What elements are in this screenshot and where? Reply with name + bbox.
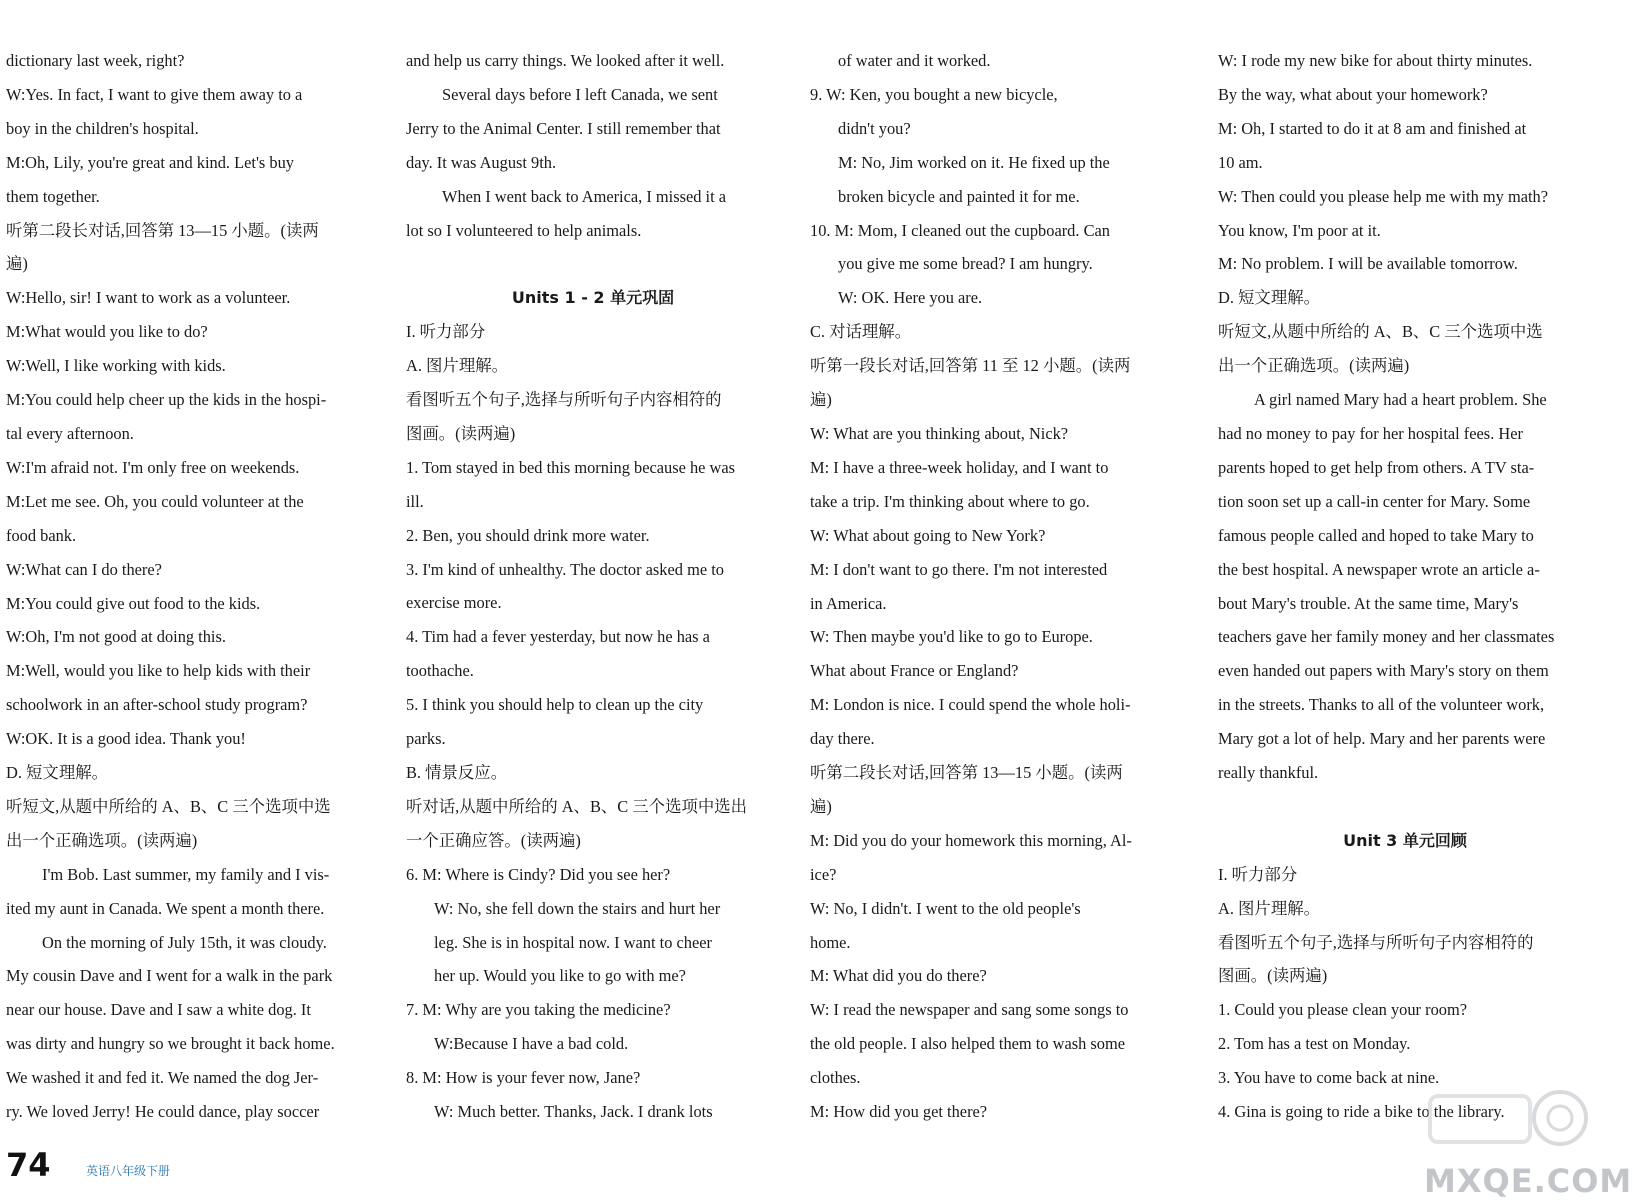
text-line: toothache. bbox=[406, 661, 474, 681]
text-line: W:OK. It is a good idea. Thank you! bbox=[6, 729, 246, 749]
text-line: By the way, what about your homework? bbox=[1218, 84, 1488, 104]
text-line: in America. bbox=[810, 593, 887, 613]
section-heading: D. 短文理解。 bbox=[1218, 288, 1320, 308]
text-line: boy in the children's hospital. bbox=[6, 118, 199, 138]
text-line: 2. Ben, you should drink more water. bbox=[406, 525, 650, 545]
text-line: W:I'm afraid not. I'm only free on weekends. bbox=[6, 457, 300, 477]
text-line: 10 am. bbox=[1218, 152, 1263, 172]
spacer bbox=[1218, 790, 1592, 824]
text-line: W:Oh, I'm not good at doing this. bbox=[6, 627, 226, 647]
text-line: M: How did you get there? bbox=[810, 1102, 988, 1122]
instruction-line: 出一个正确选项。(读两遍) bbox=[1218, 356, 1410, 376]
text-line: M: No, Jim worked on it. He fixed up the bbox=[838, 152, 1110, 172]
text-line: 10. M: Mom, I cleaned out the cupboard. Can bbox=[810, 220, 1110, 240]
unit-heading: Unit 3 单元回顾 bbox=[1343, 830, 1467, 850]
text-line: We washed it and fed it. We named the dog Jer- bbox=[6, 1068, 319, 1088]
text-line: leg. She is in hospital now. I want to cheer bbox=[434, 932, 712, 952]
text-line: My cousin Dave and I went for a walk in the park bbox=[6, 966, 333, 986]
text-line: the best hospital. A newspaper wrote an article a- bbox=[1218, 559, 1540, 579]
section-heading: D. 短文理解。 bbox=[6, 763, 108, 783]
text-line: M:You could give out food to the kids. bbox=[6, 593, 261, 613]
text-line: was dirty and hungry so we brought it back home. bbox=[6, 1034, 335, 1054]
text-line: W: What about going to New York? bbox=[810, 525, 1046, 545]
text-line: When I went back to America, I missed it a bbox=[442, 186, 727, 206]
text-line: ited my aunt in Canada. We spent a month there. bbox=[6, 898, 325, 918]
text-line: 1. Could you please clean your room? bbox=[1218, 1000, 1467, 1020]
text-line: M:You could help cheer up the kids in the hospi- bbox=[6, 390, 327, 410]
text-line: tal every afternoon. bbox=[6, 423, 134, 443]
instruction-line: 图画。(读两遍) bbox=[1218, 966, 1328, 986]
text-line: exercise more. bbox=[406, 593, 502, 613]
section-heading: I. 听力部分 bbox=[1218, 864, 1298, 884]
text-line: dictionary last week, right? bbox=[6, 51, 185, 70]
text-line: W:What can I do there? bbox=[6, 559, 162, 579]
text-line: 3. I'm kind of unhealthy. The doctor asked me to bbox=[406, 559, 724, 579]
text-line: M: I don't want to go there. I'm not interested bbox=[810, 559, 1108, 579]
text-line: W:Because I have a bad cold. bbox=[434, 1034, 629, 1054]
text-line: 6. M: Where is Cindy? Did you see her? bbox=[406, 864, 671, 884]
text-line: even handed out papers with Mary's story on them bbox=[1218, 661, 1549, 681]
text-line: M: Oh, I started to do it at 8 am and finished at bbox=[1218, 118, 1527, 138]
section-heading: B. 情景反应。 bbox=[406, 763, 508, 783]
text-line: 遍) bbox=[6, 254, 28, 274]
text-line: 9. W: Ken, you bought a new bicycle, bbox=[810, 84, 1058, 104]
text-line: 4. Gina is going to ride a bike to the library. bbox=[1218, 1102, 1505, 1122]
instruction-line: 看图听五个句子,选择与所听句子内容相符的 bbox=[1218, 932, 1534, 952]
text-line: W: No, she fell down the stairs and hurt her bbox=[434, 898, 721, 918]
text-line: W:Yes. In fact, I want to give them away to a bbox=[6, 84, 303, 104]
text-line: W: Much better. Thanks, Jack. I drank lots bbox=[434, 1102, 713, 1122]
instruction-line: 图画。(读两遍) bbox=[406, 423, 516, 443]
text-line: clothes. bbox=[810, 1068, 861, 1088]
text-line: them together. bbox=[6, 186, 100, 206]
text-line: and help us carry things. We looked after it well. bbox=[406, 51, 725, 70]
text-line: On the morning of July 15th, it was cloudy. bbox=[42, 932, 327, 952]
text-line: W: I rode my new bike for about thirty minutes. bbox=[1218, 51, 1533, 70]
text-line: 3. You have to come back at nine. bbox=[1218, 1068, 1440, 1088]
instruction-line: 看图听五个句子,选择与所听句子内容相符的 bbox=[406, 390, 722, 410]
watermark-text: MXQE.COM bbox=[1424, 1162, 1632, 1200]
section-heading: I. 听力部分 bbox=[406, 322, 486, 342]
text-line: broken bicycle and painted it for me. bbox=[838, 186, 1080, 206]
text-line: 7. M: Why are you taking the medicine? bbox=[406, 1000, 671, 1020]
text-line: Several days before I left Canada, we sent bbox=[442, 84, 718, 104]
section-heading: C. 对话理解。 bbox=[810, 322, 912, 342]
text-line: day. It was August 9th. bbox=[406, 152, 557, 172]
text-line: 1. Tom stayed in bed this morning because he was bbox=[406, 457, 736, 477]
text-line: W: I read the newspaper and sang some songs to bbox=[810, 1000, 1129, 1020]
text-line: W: Then could you please help me with my math? bbox=[1218, 186, 1549, 206]
text-line: tion soon set up a call-in center for Mary. Some bbox=[1218, 491, 1531, 511]
text-line: ill. bbox=[406, 491, 424, 511]
text-line: W: What are you thinking about, Nick? bbox=[810, 423, 1069, 443]
instruction-line: 一个正确应答。(读两遍) bbox=[406, 830, 581, 850]
text-line: had no money to pay for her hospital fees. Her bbox=[1218, 423, 1523, 443]
section-heading: A. 图片理解。 bbox=[1218, 898, 1320, 918]
text-line: of water and it worked. bbox=[838, 51, 991, 70]
text-line: parents hoped to get help from others. A TV sta- bbox=[1218, 457, 1535, 477]
text-line: M: London is nice. I could spend the whole holi- bbox=[810, 695, 1131, 715]
text-line: A girl named Mary had a heart problem. She bbox=[1254, 390, 1547, 410]
text-line: you give me some bread? I am hungry. bbox=[838, 254, 1093, 274]
text-line: ice? bbox=[810, 864, 837, 884]
text-line: teachers gave her family money and her classmates bbox=[1218, 627, 1555, 647]
text-line: What about France or England? bbox=[810, 661, 1019, 681]
text-line: W: OK. Here you are. bbox=[838, 288, 983, 308]
column-2 bbox=[406, 44, 780, 1124]
instruction-line: 听对话,从题中所给的 A、B、C 三个选项中选出 bbox=[406, 796, 748, 816]
text-line: 8. M: How is your fever now, Jane? bbox=[406, 1068, 641, 1088]
text-line: M: Did you do your homework this morning, Al- bbox=[810, 830, 1132, 850]
text-line: in the streets. Thanks to all of the volunteer work, bbox=[1218, 695, 1545, 715]
text-line: really thankful. bbox=[1218, 763, 1319, 783]
text-line: parks. bbox=[406, 729, 446, 749]
instruction-line: 出一个正确选项。(读两遍) bbox=[6, 830, 198, 850]
instruction-line: 遍) bbox=[810, 390, 832, 410]
text-line: You know, I'm poor at it. bbox=[1218, 220, 1381, 240]
text-line: the old people. I also helped them to wash some bbox=[810, 1034, 1125, 1054]
text-line: lot so I volunteered to help animals. bbox=[406, 220, 642, 240]
instruction-line: 遍) bbox=[810, 796, 832, 816]
text-line: M:Well, would you like to help kids with their bbox=[6, 661, 311, 681]
text-line: Mary got a lot of help. Mary and her parents were bbox=[1218, 729, 1546, 749]
column-1 bbox=[6, 44, 380, 1124]
text-line: I'm Bob. Last summer, my family and I vis- bbox=[42, 864, 330, 884]
text-line: W: No, I didn't. I went to the old people's bbox=[810, 898, 1081, 918]
text-line: schoolwork in an after-school study program? bbox=[6, 695, 308, 715]
text-line: M: What did you do there? bbox=[810, 966, 987, 986]
instruction-line: 听第一段长对话,回答第 11 至 12 小题。(读两 bbox=[810, 356, 1131, 376]
text-line: M:Let me see. Oh, you could volunteer at the bbox=[6, 491, 304, 511]
text-line: her up. Would you like to go with me? bbox=[434, 966, 686, 986]
text-line: W: Then maybe you'd like to go to Europe. bbox=[810, 627, 1093, 647]
text-line: W:Well, I like working with kids. bbox=[6, 356, 226, 376]
text-line: M: No problem. I will be available tomorrow. bbox=[1218, 254, 1518, 274]
text-line: famous people called and hoped to take Mary to bbox=[1218, 525, 1534, 545]
text-line: near our house. Dave and I saw a white dog. It bbox=[6, 1000, 311, 1020]
text-line: 4. Tim had a fever yesterday, but now he has a bbox=[406, 627, 710, 647]
text-line: take a trip. I'm thinking about where to go. bbox=[810, 491, 1090, 511]
section-heading: A. 图片理解。 bbox=[406, 356, 508, 376]
column-3 bbox=[810, 44, 1186, 1124]
text-line: food bank. bbox=[6, 525, 77, 545]
text-line: 2. Tom has a test on Monday. bbox=[1218, 1034, 1411, 1054]
text-line: didn't you? bbox=[838, 118, 911, 138]
unit-heading: Units 1 - 2 单元巩固 bbox=[511, 288, 675, 308]
text-line: bout Mary's trouble. At the same time, Mary's bbox=[1218, 593, 1519, 613]
instruction-line: 听短文,从题中所给的 A、B、C 三个选项中选 bbox=[1218, 322, 1543, 342]
text-line: day there. bbox=[810, 729, 875, 749]
text-line: M: I have a three-week holiday, and I want to bbox=[810, 457, 1109, 477]
instruction-line: 听短文,从题中所给的 A、B、C 三个选项中选 bbox=[6, 796, 331, 816]
book-title: 英语八年级下册 bbox=[86, 1164, 171, 1178]
instruction-line: 听第二段长对话,回答第 13—15 小题。(读两 bbox=[810, 763, 1123, 783]
text-line: Jerry to the Animal Center. I still remember that bbox=[406, 118, 721, 138]
spacer bbox=[406, 247, 780, 281]
text-line: 听第二段长对话,回答第 13—15 小题。(读两 bbox=[6, 220, 319, 240]
text-line: M:Oh, Lily, you're great and kind. Let's buy bbox=[6, 152, 294, 172]
column-4 bbox=[1218, 44, 1592, 1124]
text-line: M:What would you like to do? bbox=[6, 322, 208, 342]
text-line: ry. We loved Jerry! He could dance, play soccer bbox=[6, 1102, 320, 1122]
text-line: 5. I think you should help to clean up the city bbox=[406, 695, 704, 715]
text-line: W:Hello, sir! I want to work as a volunteer. bbox=[6, 288, 291, 308]
page-number: 74 bbox=[6, 1146, 51, 1184]
text-line: home. bbox=[810, 932, 851, 952]
